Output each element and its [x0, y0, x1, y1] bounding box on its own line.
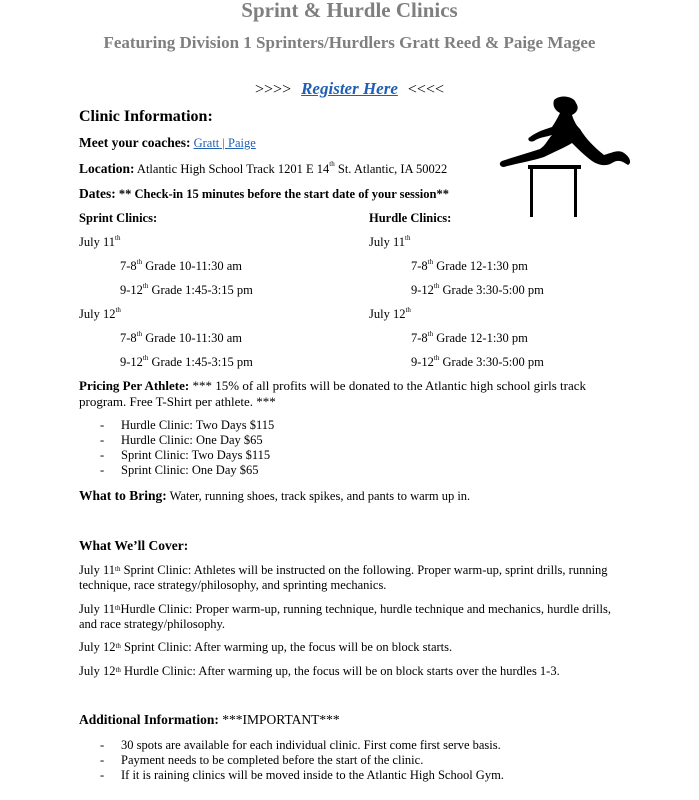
page-subtitle: Featuring Division 1 Sprinters/Hurdlers Gratt Reed & Paige Magee: [103, 33, 596, 52]
sprint-day2-label: July 12th: [79, 306, 121, 321]
additional-line: [79, 712, 340, 728]
coaches-line: [79, 135, 256, 151]
arrow-left: >>>>: [255, 81, 292, 98]
list-item: - If it is raining clinics will be moved inside to the Atlantic High School Gym.: [100, 768, 660, 783]
sprint-clinics-heading: Sprint Clinics:: [79, 211, 158, 225]
location-value-a: Atlantic High School Track 1201 E 14: [134, 162, 330, 176]
register-link[interactable]: Register Here: [301, 79, 398, 98]
sprint-day2-session2: 9-12th Grade 1:45-3:15 pm: [120, 354, 253, 369]
location-sup: th: [329, 160, 335, 168]
hurdler-silhouette-image: [494, 95, 639, 220]
pricing-paragraph: [79, 378, 624, 410]
hurdle-day2-label: July 12th: [369, 306, 411, 321]
additional-note: ***IMPORTANT***: [218, 712, 340, 727]
coach-paige-link[interactable]: Paige: [228, 136, 256, 150]
sprint-day1-session1: 7-8th Grade 10-11:30 am: [120, 258, 242, 273]
sprint-day1-label: July 11th: [79, 234, 121, 249]
pricing-label: Pricing Per Athlete:: [79, 378, 190, 393]
hurdle-clinics-heading: Hurdle Clinics:: [369, 211, 452, 225]
coach-gratt-link[interactable]: Gratt: [193, 136, 220, 150]
location-label: Location:: [79, 161, 135, 176]
list-item: - Hurdle Clinic: One Day $65: [100, 433, 600, 448]
hurdle-day2-session1: 7-8th Grade 12-1:30 pm: [411, 330, 528, 345]
additional-label: Additional Information:: [79, 712, 219, 727]
additional-list: [100, 738, 660, 783]
bring-line: [79, 488, 470, 504]
pricing-note: *** 15% of all profits will be donated to the Atlantic high school girls track program. Free T-Shirt per athlete. ***: [79, 378, 587, 409]
bring-label: What to Bring:: [79, 488, 167, 503]
list-item: - Sprint Clinic: Two Days $115: [100, 448, 600, 463]
page-title: Sprint & Hurdle Clinics: [241, 0, 458, 22]
sprint-day1-session2: 9-12th Grade 1:45-3:15 pm: [120, 282, 253, 297]
list-item: - Hurdle Clinic: Two Days $115: [100, 418, 600, 433]
dates-label: Dates:: [79, 186, 116, 201]
hurdle-day2-session2: 9-12th Grade 3:30-5:00 pm: [411, 354, 544, 369]
location-value-b: St. Atlantic, IA 50022: [334, 162, 448, 176]
coaches-label: Meet your coaches:: [79, 135, 191, 150]
hurdle-day1-session2: 9-12th Grade 3:30-5:00 pm: [411, 282, 544, 297]
list-item: - Sprint Clinic: One Day $65: [100, 463, 600, 478]
coach-separator: |: [219, 136, 229, 150]
cover-heading: What We’ll Cover:: [79, 538, 189, 553]
cover-paragraph-2: July 11thHurdle Clinic: Proper warm-up, running technique, hurdle technique and mechanics, hurdle drills, and race strategy/philosophy.: [79, 602, 611, 631]
bring-text: Water, running shoes, track spikes, and pants to warm up in.: [166, 489, 471, 503]
cover-paragraph-3: July 12th Sprint Clinic: After warming up, the focus will be on block starts.: [79, 640, 453, 654]
list-item: - 30 spots are available for each individual clinic. First come first serve basis.: [100, 738, 660, 753]
arrow-right: <<<<: [407, 81, 444, 98]
dates-note: ** Check-in 15 minutes before the start date of your session**: [115, 187, 449, 201]
location-line: [79, 161, 447, 177]
clinic-info-heading: Clinic Information:: [79, 108, 213, 125]
list-item: - Payment needs to be completed before the start of the clinic.: [100, 753, 660, 768]
hurdle-day1-session1: 7-8th Grade 12-1:30 pm: [411, 258, 528, 273]
sprint-day2-session1: 7-8th Grade 10-11:30 am: [120, 330, 242, 345]
hurdle-day1-label: July 11th: [369, 234, 411, 249]
cover-paragraph-4: July 12th Hurdle Clinic: After warming up, the focus will be on block starts over the hurdles 1-3.: [79, 664, 560, 678]
pricing-list: [100, 418, 600, 478]
cover-paragraph-1: July 11th Sprint Clinic: Athletes will be instructed on the following. Proper warm-up, sprint drills, running technique, race strategy/philosophy, and sprinting mechanics.: [79, 563, 608, 592]
dates-line: [79, 186, 449, 202]
